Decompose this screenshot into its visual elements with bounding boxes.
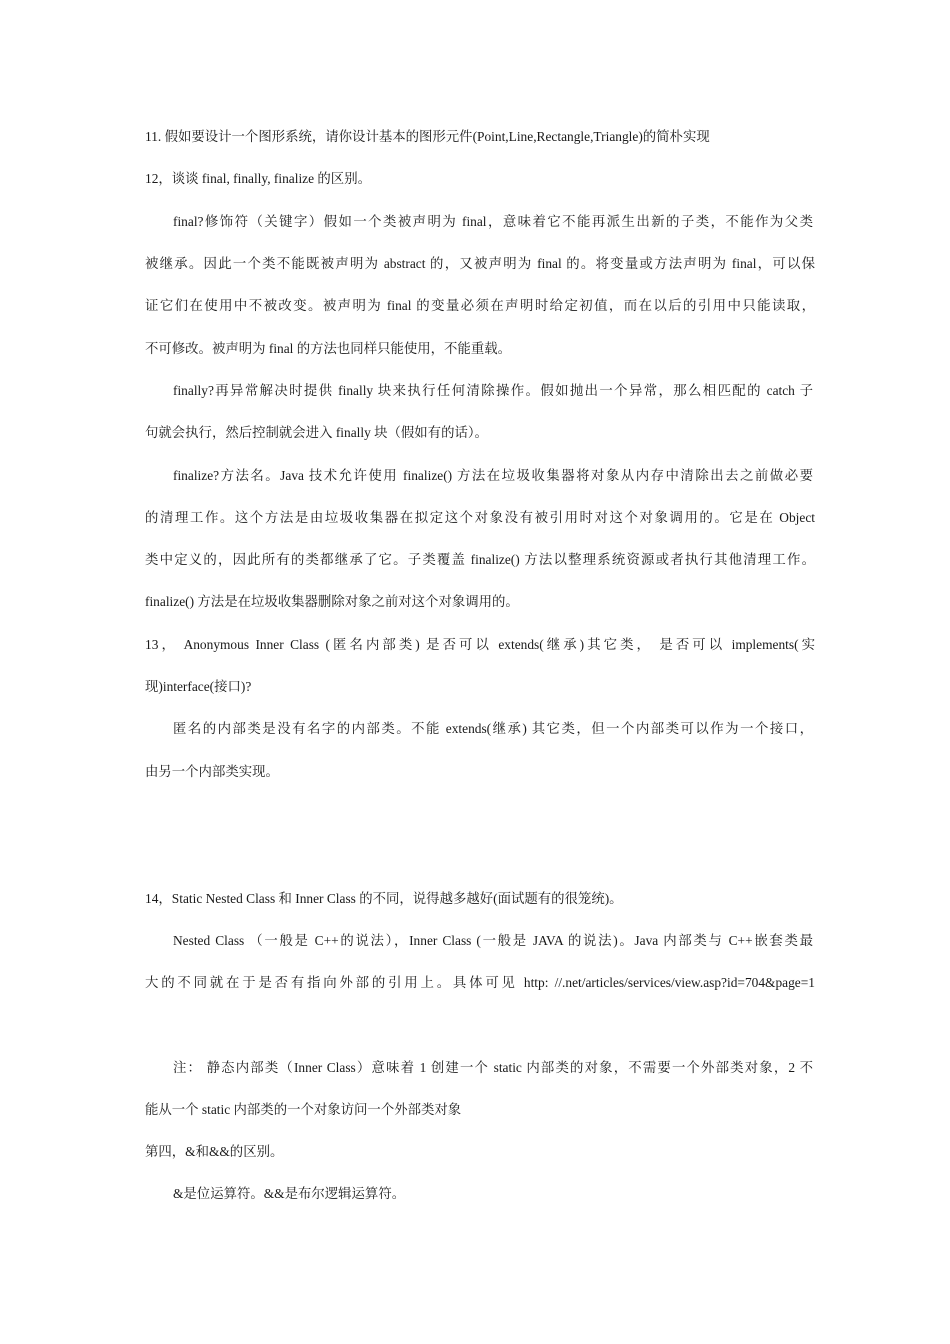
note-line: 能从一个 static 内部类的一个对象访问一个外部类对象 <box>145 1102 462 1117</box>
paragraph-line: final?修饰符（关键字）假如一个类被声明为 final，意味着它不能再派生出新的子类，不能作为父类 <box>173 214 813 229</box>
note-line: 注： 静态内部类（Inner Class）意味着 1 创建一个 static 内部类的对象，不需要一个外部类对象，2 不 <box>173 1060 813 1075</box>
paragraph-line: 句就会执行，然后控制就会进入 finally 块（假如有的话）。 <box>145 425 488 440</box>
question-14-heading: 14，Static Nested Class 和 Inner Class 的不同，说得越多越好(面试题有的很笼统)。 <box>145 891 623 906</box>
paragraph-line: finalize() 方法是在垃圾收集器删除对象之前对这个对象调用的。 <box>145 594 519 609</box>
question-12-heading: 12，谈谈 final, finally, finalize 的区别。 <box>145 171 371 186</box>
paragraph-line: 被继承。因此一个类不能既被声明为 abstract 的，又被声明为 final 的。将变量或方法声明为 final，可以保 <box>145 256 815 271</box>
paragraph-line: 不可修改。被声明为 final 的方法也同样只能使用，不能重载。 <box>145 341 511 356</box>
paragraph-line: finally?再异常解决时提供 finally 块来执行任何清除操作。假如抛出一个异常，那么相匹配的 catch 子 <box>173 383 813 398</box>
question-11-heading: 11. 假如要设计一个图形系统，请你设计基本的图形元件(Point,Line,Rectangle,Triangle)的简朴实现 <box>145 129 710 144</box>
paragraph-line: 证它们在使用中不被改变。被声明为 final 的变量必须在声明时给定初值，而在以后的引用中只能读取， <box>145 298 815 313</box>
paragraph-line: 类中定义的，因此所有的类都继承了它。子类覆盖 finalize() 方法以整理系统资源或者执行其他清理工作。 <box>145 552 815 567</box>
paragraph-line: 的清理工作。这个方法是由垃圾收集器在拟定这个对象没有被引用时对这个对象调用的。它是在 Object <box>145 510 815 525</box>
paragraph-line: 大的不同就在于是否有指向外部的引用上。具体可见 http: //.net/articles/services/view.asp?id=704&page=1 <box>145 975 815 990</box>
paragraph-line: 由另一个内部类实现。 <box>145 764 279 779</box>
paragraph-line: finalize?方法名。Java 技术允许使用 finalize() 方法在垃圾收集器将对象从内存中清除出去之前做必要 <box>173 468 813 483</box>
question-13-heading-cont: 现)interface(接口)? <box>145 679 252 694</box>
question-13-heading: 13， Anonymous Inner Class (匿名内部类) 是否可以 extends(继承)其它类， 是否可以 implements(实 <box>145 637 815 652</box>
paragraph-line: &是位运算符。&&是布尔逻辑运算符。 <box>173 1186 406 1201</box>
paragraph-line: Nested Class （一般是 C++的说法），Inner Class (一般是 JAVA 的说法)。Java 内部类与 C++嵌套类最 <box>173 933 813 948</box>
question-4-heading: 第四，&和&&的区别。 <box>145 1144 284 1159</box>
paragraph-line: 匿名的内部类是没有名字的内部类。不能 extends(继承) 其它类，但一个内部类可以作为一个接口， <box>173 721 813 736</box>
